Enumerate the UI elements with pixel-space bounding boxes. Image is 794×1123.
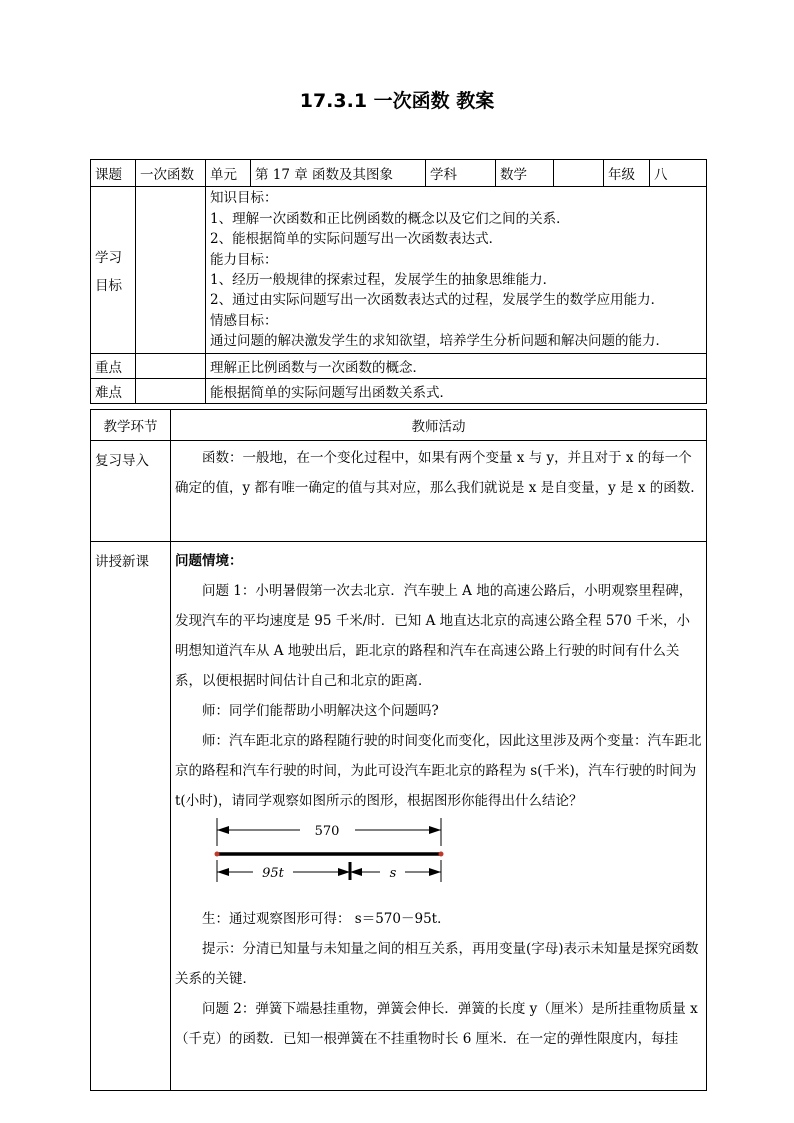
question-2: 问题 2：弹簧下端悬挂重物，弹簧会伸长．弹簧的长度 y（厘米）是所挂重物质量 x（千克）的函数．已知一根弹簧在不挂重物时长 6 厘米．在一定的弹性限度内，每挂 <box>175 1001 698 1047</box>
topic-label: 课题 <box>91 160 136 187</box>
endpoint-a <box>215 852 220 857</box>
diagram-total-label: 570 <box>314 824 340 839</box>
hint-text: 提示：分清已知量与未知量之间的相互关系，再用变量(字母)表示未知量是探究函数关系的关键． <box>175 941 699 987</box>
diagram-right-label: s <box>389 866 397 881</box>
empty-cell <box>554 160 604 187</box>
teacher-line-2: 师：汽车距北京的路程随行驶的时间变化而变化，因此这里涉及两个变量：汽车距北京的路程和汽车行驶的时间，为此可设汽车距北京的路程为 s(千米)，汽车行驶的时间为 t(小时)，请同学观察如图所示的图形，根据图形你能得出什么结论？ <box>175 733 702 809</box>
unit-value: 第 17 章 函数及其图象 <box>251 160 426 187</box>
teaching-process-table <box>90 409 707 1091</box>
key-point-text: 理解正比例函数与一次函数的概念． <box>206 354 707 379</box>
goal-line: 情感目标： <box>210 312 278 329</box>
goal-line: 能力目标： <box>210 251 278 268</box>
lesson-info-table <box>90 159 707 404</box>
endpoint-beijing <box>439 852 444 857</box>
goal-line: 通过问题的解决激发学生的求知欲望，培养学生分析问题和解决问题的能力． <box>210 333 669 350</box>
student-answer: 生：通过观察图形可得： s＝570－95t． <box>202 911 451 927</box>
new-lesson-label: 讲授新课 <box>91 542 171 1091</box>
subject-value: 数学 <box>496 160 554 187</box>
key-point-label: 重点 <box>91 354 136 379</box>
teacher-activity-header: 教师活动 <box>171 410 707 441</box>
difficulty-spacer <box>136 379 206 404</box>
goals-label: 学习 目标 <box>91 187 136 354</box>
difficulty-text: 能根据简单的实际问题写出函数关系式． <box>206 379 707 404</box>
goal-line: 知识目标： <box>210 190 278 207</box>
diagram-left-label: 95t <box>262 866 284 881</box>
process-col-header: 教学环节 <box>91 410 171 441</box>
subject-label: 学科 <box>426 160 496 187</box>
difficulty-label: 难点 <box>91 379 136 404</box>
section-heading: 问题情境： <box>175 553 243 569</box>
topic-value: 一次函数 <box>136 160 206 187</box>
goal-line: 1、经历一般规律的探索过程，发展学生的抽象思维能力． <box>210 272 557 288</box>
question-1: 问题 1：小明暑假第一次去北京．汽车驶上 A 地的高速公路后，小明观察里程碑，发现汽车的平均速度是 95 千米/时．已知 A 地直达北京的高速公路全程 570 千米，小明想知道汽车从 A 地驶出后，距北京的路程和汽车在高速公路上行驶的时间有什么关系，以便根据时间估计自己和北京的距离． <box>175 583 693 689</box>
goal-line: 2、能根据简单的实际问题写出一次函数表达式． <box>210 231 503 248</box>
distance-diagram <box>175 816 702 904</box>
goal-line: 2、通过由实际问题写出一次函数表达式的过程，发展学生的数学应用能力． <box>210 292 665 309</box>
teacher-line-1: 师：同学们能帮助小明解决这个问题吗? <box>202 703 439 719</box>
goals-spacer <box>136 187 206 354</box>
review-text: 函数：一般地，在一个变化过程中，如果有两个变量 x 与 y，并且对于 x 的每一个确定的值，y 都有唯一确定的值与其对应，那么我们就说是 x 是自变量，y 是 x 的函数. <box>175 450 695 496</box>
goal-line: 1、理解一次函数和正比例函数的概念以及它们之间的关系． <box>210 210 570 227</box>
goals-content <box>206 187 707 354</box>
grade-value: 八 <box>650 160 707 187</box>
page-title: 17.3.1 一次函数 教案 <box>299 90 495 112</box>
key-point-spacer <box>136 354 206 379</box>
review-label: 复习导入 <box>91 441 171 542</box>
grade-label: 年级 <box>604 160 650 187</box>
unit-label: 单元 <box>206 160 251 187</box>
